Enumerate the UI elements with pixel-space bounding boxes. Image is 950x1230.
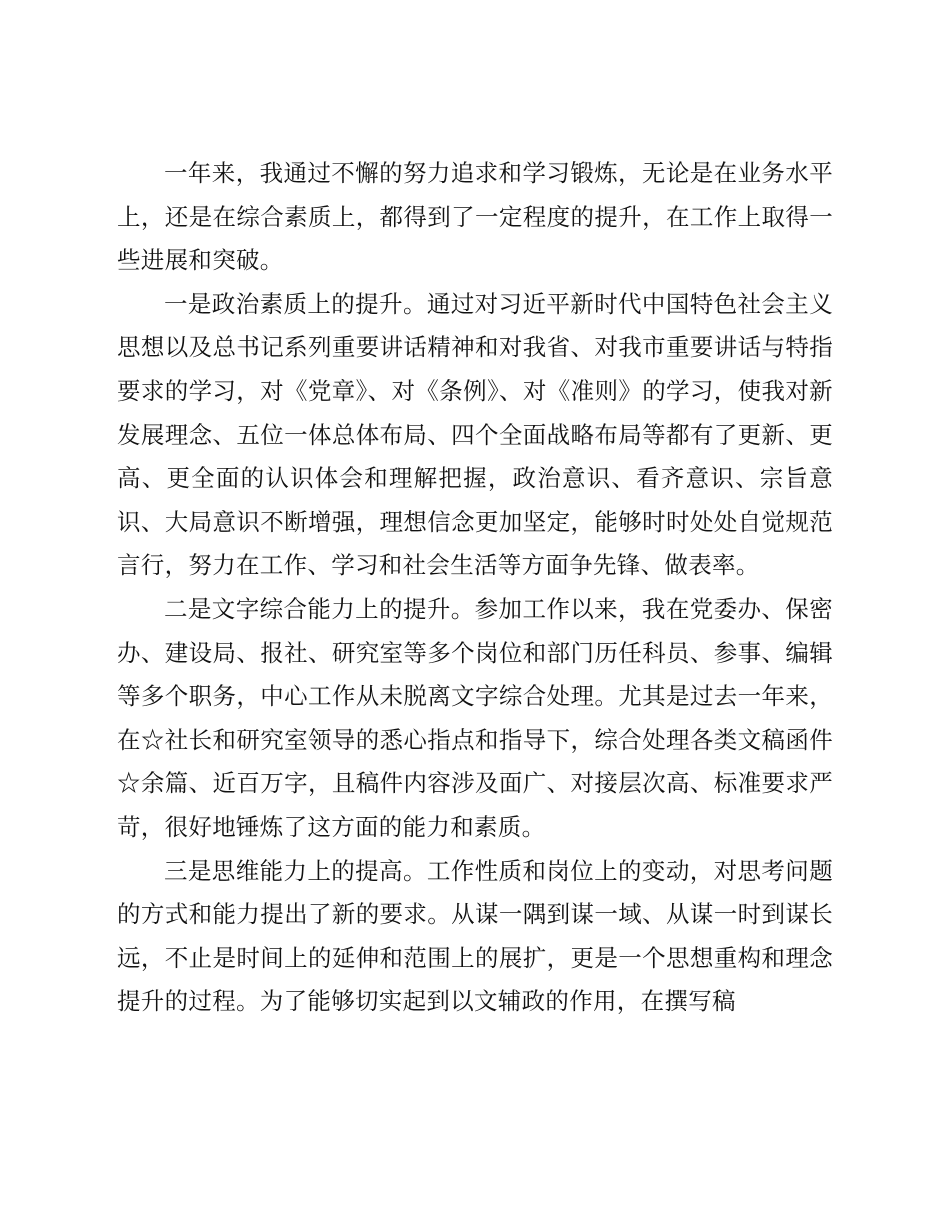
paragraph-intro: 一年来，我通过不懈的努力追求和学习锻炼，无论是在业务水平上，还是在综合素质上，都得到了一定程度的提升，在工作上取得一些进展和突破。 — [117, 159, 833, 275]
paragraph-political-quality: 一是政治素质上的提升。通过对习近平新时代中国特色社会主义思想以及总书记系列重要讲话精神和对我省、对我市重要讲话与特指要求的学习，对《党章》、对《条例》、对《准则》的学习，使我对新发展理念、五位一体总体布局、四个全面战略布局等都有了更新、更高、更全面的认识体会和理解把握，政治意识、看齐意识、宗旨意识、大局意识不断增强，理想信念更加坚定，能够时时处处自觉规范言行，努力在工作、学习和社会生活等方面争先锋、做表率。 — [117, 289, 833, 580]
paragraph-thinking-ability: 三是思维能力上的提高。工作性质和岗位上的变动，对思考问题的方式和能力提出了新的要求。从谋一隅到谋一域、从谋一时到谋长远，不止是时间上的延伸和范围上的展扩，更是一个思想重构和理念提升的过程。为了能够切实起到以文辅政的作用，在撰写稿 — [117, 856, 833, 1016]
paragraph-writing-ability: 二是文字综合能力上的提升。参加工作以来，我在党委办、保密办、建设局、报社、研究室等多个岗位和部门历任科员、参事、编辑等多个职务，中心工作从未脱离文字综合处理。尤其是过去一年来，在☆社长和研究室领导的悉心指点和指导下，综合处理各类文稿函件☆余篇、近百万字，且稿件内容涉及面广、对接层次高、标准要求严苛，很好地锤炼了这方面的能力和素质。 — [117, 594, 833, 841]
document-body — [117, 152, 833, 1024]
